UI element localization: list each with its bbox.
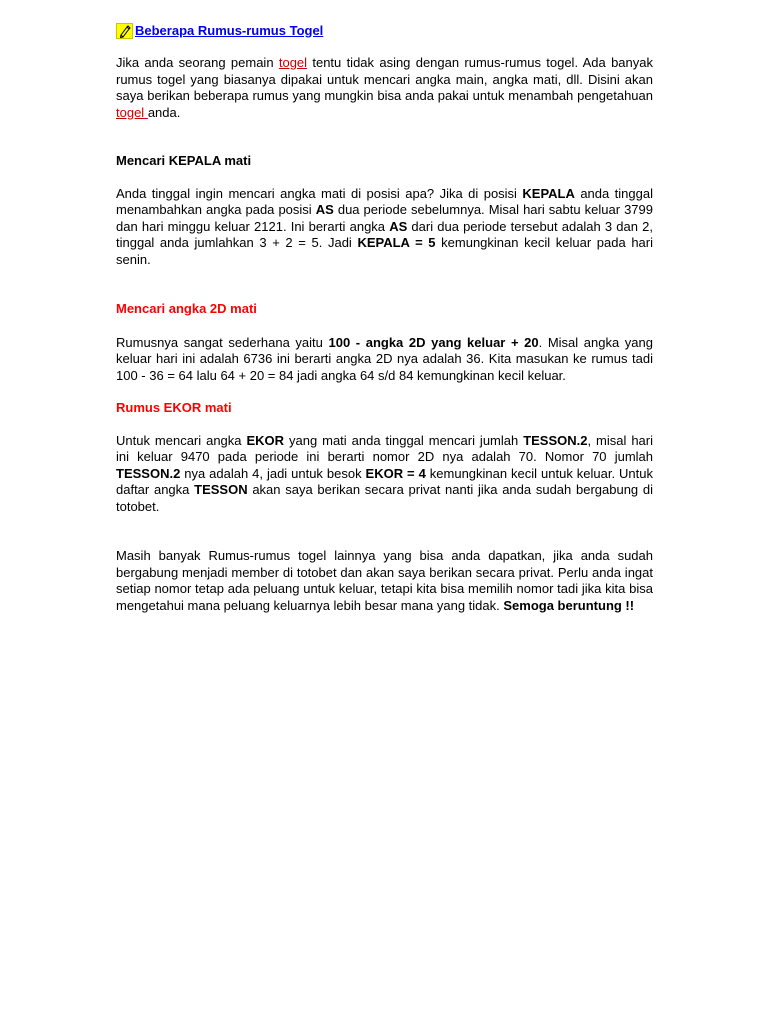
text-span: dua periode sebelumnya. Misal hari sabtu keluar 3799 dan hari minggu keluar 2121. Ini berarti angka [116,202,653,234]
section-2d-paragraph [116,335,653,385]
intro-paragraph [116,55,653,121]
intro-text-3: anda. [147,104,181,120]
section-ekor-paragraph [116,433,653,516]
title-link[interactable]: Beberapa Rumus-rumus Togel [135,22,324,38]
text-span: yang mati anda tinggal mencari jumlah [284,432,524,448]
intro-text-1: Jika anda seorang pemain [116,55,279,70]
bold-span: AS [389,218,408,234]
text-span: nya adalah 4, jadi untuk besok [180,465,366,481]
closing-paragraph [116,548,653,614]
bold-span: KEPALA = 5 [357,235,436,250]
bold-span: TESSON [194,482,248,497]
text-span: kemungkinan kecil untuk keluar. Untuk daftar angka [116,465,653,497]
bold-span: 100 - angka 2D yang keluar + 20 [328,334,539,350]
section-kepala-paragraph [116,186,653,269]
bold-span: AS [315,202,334,217]
text-span: dari dua periode tersebut adalah 3 dan 2, tinggal anda jumlahkan 3 + 2 = 5. Jadi [116,218,653,250]
text-span: , misal hari ini keluar 9470 pada periode ini berarti nomor 2D nya adalah 70. Nomor 70 jumlah [116,432,654,464]
togel-link-1[interactable]: togel [278,55,308,70]
document-page [116,22,653,614]
bold-span: EKOR = 4 [365,465,426,481]
bold-span: TESSON.2 [116,465,181,481]
text-span: kemungkinan kecil keluar pada hari senin. [116,235,653,267]
text-span: Masih banyak Rumus-rumus togel lainnya yang bisa anda dapatkan, jika anda sudah bergabung menjadi member di totobet dan akan saya berikan secara privat. Perlu anda ingat setiap nomor tetap ada peluang untuk keluar, tetapi kita bisa memilih nomor tadi jika kita bisa mengetahui mana peluang keluarnya lebih besar mana yang tidak. [116,548,653,613]
intro-text-2: tentu tidak asing dengan rumus-rumus togel. Ada banyak rumus togel yang biasanya dipakai untuk mencari angka main, angka mati, dll. Disini akan saya berikan beberapa rumus yang mungkin bisa anda pakai untuk menambah pengetahuan [116,55,653,103]
text-span: akan saya berikan secara privat nanti jika anda sudah bergabung di totobet. [116,482,653,514]
section-heading-ekor: Rumus EKOR mati [116,400,232,415]
text-span: Rumusnya sangat sederhana yaitu [116,334,329,350]
document-title [116,22,653,40]
bold-span: EKOR [246,432,285,448]
section-heading-2d: Mencari angka 2D mati [116,301,257,316]
text-span: Untuk mencari angka [116,432,247,448]
bold-span: KEPALA [522,185,575,201]
togel-link-2[interactable]: togel [116,104,148,120]
closing-bold-text: Semoga beruntung !! [503,597,635,613]
pencil-note-icon [116,23,133,39]
text-span: anda tinggal menambahkan angka pada posisi [116,185,653,217]
text-span: Anda tinggal ingin mencari angka mati di posisi apa? Jika di posisi [116,185,523,201]
text-span: . Misal angka yang keluar hari ini adalah 6736 ini berarti angka 2D nya adalah 36. Kita masukan ke rumus tadi 100 - 36 = 64 lalu 64 + 20 = 84 jadi angka 64 s/d 84 kemungkinan kecil keluar. [116,334,653,383]
section-heading-kepala: Mencari KEPALA mati [116,153,252,168]
bold-span: TESSON.2 [523,432,588,448]
